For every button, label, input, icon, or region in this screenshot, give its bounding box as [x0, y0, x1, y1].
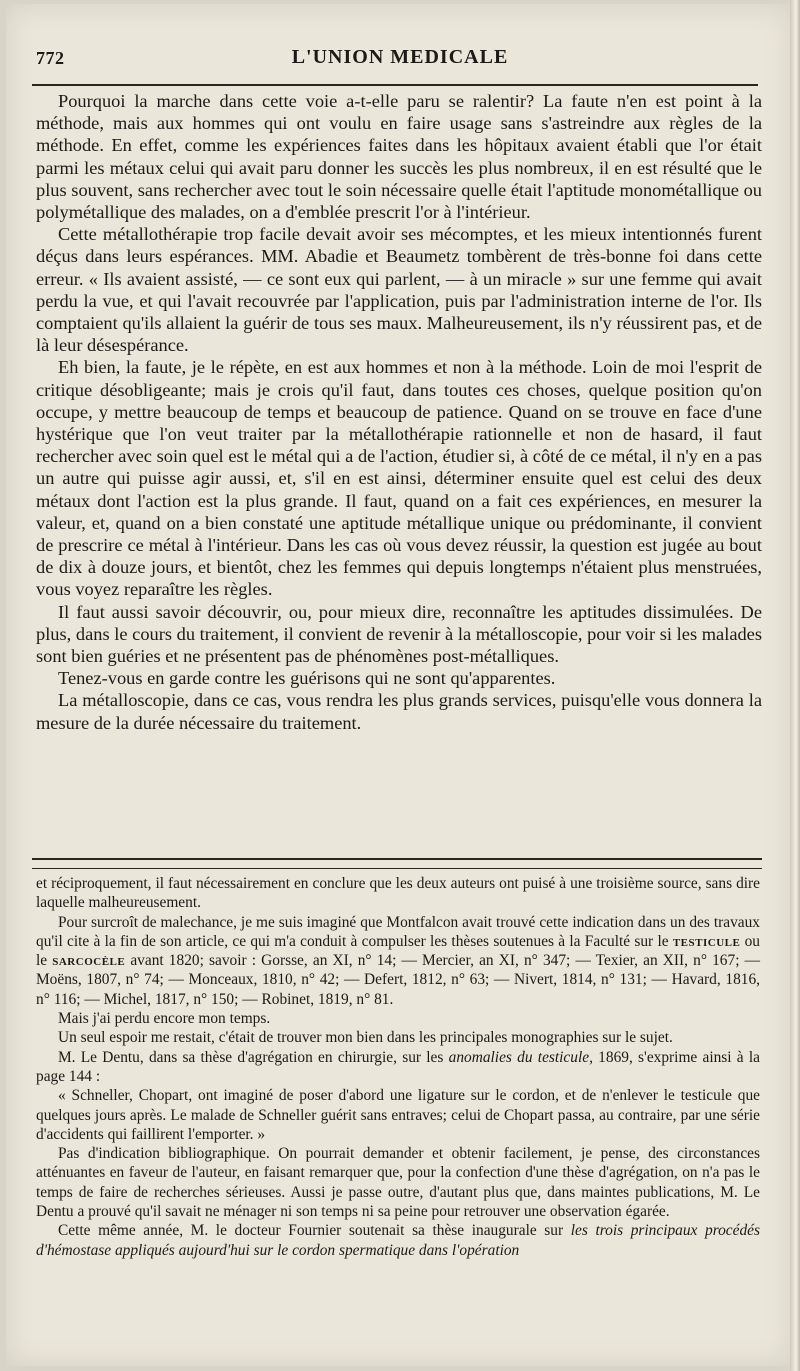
note-text: ou le	[36, 932, 760, 970]
note-text: 1869, s'exprime ainsi à la page 144 :	[36, 1048, 761, 1085]
note-paragraph	[36, 913, 760, 1009]
note-keyword: sarcocèle	[52, 952, 126, 970]
running-title: L'UNION MEDICALE	[291, 46, 509, 68]
note-paragraph	[36, 1048, 760, 1087]
page-edge	[790, 0, 800, 1371]
note-paragraph: Mais j'ai perdu encore mon temps.	[58, 1010, 271, 1028]
note-text: M. Le Dentu, dans sa thèse d'agrégation en chirurgie, sur les	[58, 1048, 449, 1066]
section-divider	[32, 858, 762, 869]
page-number: 772	[36, 48, 65, 68]
header-rule	[32, 84, 758, 86]
note-paragraph	[36, 1221, 760, 1260]
note-title-italic: anomalies du testicule,	[448, 1048, 593, 1066]
main-paragraph: Cette métallothérapie trop facile devait avoir ses mécomptes, et les mieux intentionnés furent déçus dans leurs espérances. MM. Abadie et Beaumetz tombèrent de très-bonne foi dans cette erreur. « Ils avaient assisté, — ce sont eux qui parlent, — à un miracle » sur une femme qui avait perdu la vue, et qui l'avait recouvrée par l'application, puis par l'administration interne de l'or. Ils comptaient qu'ils allaient la guérir de tous ses maux. Malheureusement, ils n'y réussirent pas, et de là leur désespérance.	[36, 224, 762, 356]
main-text	[36, 90, 762, 734]
main-paragraph: Pourquoi la marche dans cette voie a-t-elle paru se ralentir? La faute n'en est point à la méthode, mais aux hommes qui ont voulu en faire usage sans s'astreindre aux règles de la méthode. En effet, comme les expériences faites dans les hôpitaux avaient établi que l'or était parmi les métaux celui qui avait paru donner les succès les plus nombreux, il en est résulté que le plus souvent, sans rechercher avec tout le soin nécessaire quelle était l'aptitude monométallique ou polymétallique des malades, on a d'emblée prescrit l'or à l'intérieur.	[36, 91, 762, 223]
note-quote: « Schneller, Chopart, ont imaginé de poser d'abord une ligature sur le cordon, et de n'enlever le testicule que quelques jours après. Le malade de Schneller guérit sans entraves; celui de Chopart passa, au contraire, par une série d'accidents qui faillirent l'emporter. »	[36, 1087, 760, 1143]
note-text: avant 1820; savoir : Gorsse, an XI, n° 14; — Mercier, an XI, n° 347; — Texier, an XII, n° 167; — Moëns, 1807, n° 74; — Monceaux, 1810, n° 42; — Defert, 1812, n° 63; — Nivert, 1814, n° 131; — Havard, 1816, n° 116; — Michel, 1817, n° 150; — Robinet, 1819, n° 81.	[36, 952, 760, 1008]
note-text: Cette même année, M. le docteur Fournier soutenait sa thèse inaugurale sur	[58, 1222, 571, 1240]
footnotes	[36, 874, 760, 1260]
main-paragraph: Tenez-vous en garde contre les guérisons qui ne sont qu'apparentes.	[58, 668, 556, 689]
main-paragraph: La métalloscopie, dans ce cas, vous rendra les plus grands services, puisqu'elle vous donnera la mesure de la durée nécessaire du traitement.	[36, 690, 762, 733]
page-header	[36, 44, 764, 78]
note-paragraph: Un seul espoir me restait, c'était de trouver mon bien dans les principales monographies sur le sujet.	[58, 1029, 673, 1047]
note-paragraph: et réciproquement, il faut nécessairement en conclure que les deux auteurs ont puisé à une troisième source, sans dire laquelle malheureusement.	[36, 875, 760, 912]
note-title-italic: les trois principaux procédés d'hémostase appliqués aujourd'hui sur le cordon spermatique dans l'opération	[36, 1222, 760, 1259]
main-paragraph: Eh bien, la faute, je le répète, en est aux hommes et non à la méthode. Loin de moi l'esprit de critique désobligeante; mais je crois qu'il faut, dans toutes ces choses, quelque position qu'on occupe, y mettre beaucoup de temps et beaucoup de patience. Quand on se trouve en face d'une hystérique que l'on veut traiter par la métallothérapie rationnelle et non de hasard, il faut rechercher avec soin quel est le métal qui a de l'action, étudier si, à côté de ce métal, il n'y en a pas un autre qui puisse agir aussi, et, s'il en est ainsi, déterminer ensuite quel est celui des deux métaux dont l'action est la plus grande. Il faut, quand on a fait ces expériences, en mesurer la valeur, et, quand on a bien constaté une aptitude métallique unique ou prédominante, il convient de prescrire ce métal à l'intérieur. Dans les cas où vous devez réussir, la question est jugée au bout de dix à douze jours, et bientôt, chez les femmes qui depuis longtemps n'étaient plus menstruées, vous voyez reparaître les règles.	[36, 357, 762, 600]
note-text: Pour surcroît de malechance, je me suis imaginé que Montfalcon avait trouvé cette indication dans un des travaux qu'il cite à la fin de son article, ce qui m'a conduit à compulser les thèses soutenues à la Faculté sur le	[36, 913, 760, 950]
note-keyword: testicule	[672, 932, 741, 950]
note-paragraph: Pas d'indication bibliographique. On pourrait demander et obtenir facilement, je pense, des circonstances atténuantes en faveur de l'auteur, en faisant remarquer que, pour la confection d'une thèse d'agrégation, on n'a pas le temps de faire de recherches sérieuses. Aussi je passe outre, d'autant plus que, dans maintes publications, M. Le Dentu a prouvé qu'il savait ne ménager ni son temps ni sa peine pour retrouver une observation égarée.	[36, 1145, 760, 1221]
main-paragraph: Il faut aussi savoir découvrir, ou, pour mieux dire, reconnaître les aptitudes dissimulées. De plus, dans le cours du traitement, il convient de revenir à la métalloscopie, pour voir si les malades sont bien guéries et ne présentent pas de phénomènes post-métalliques.	[36, 601, 762, 667]
